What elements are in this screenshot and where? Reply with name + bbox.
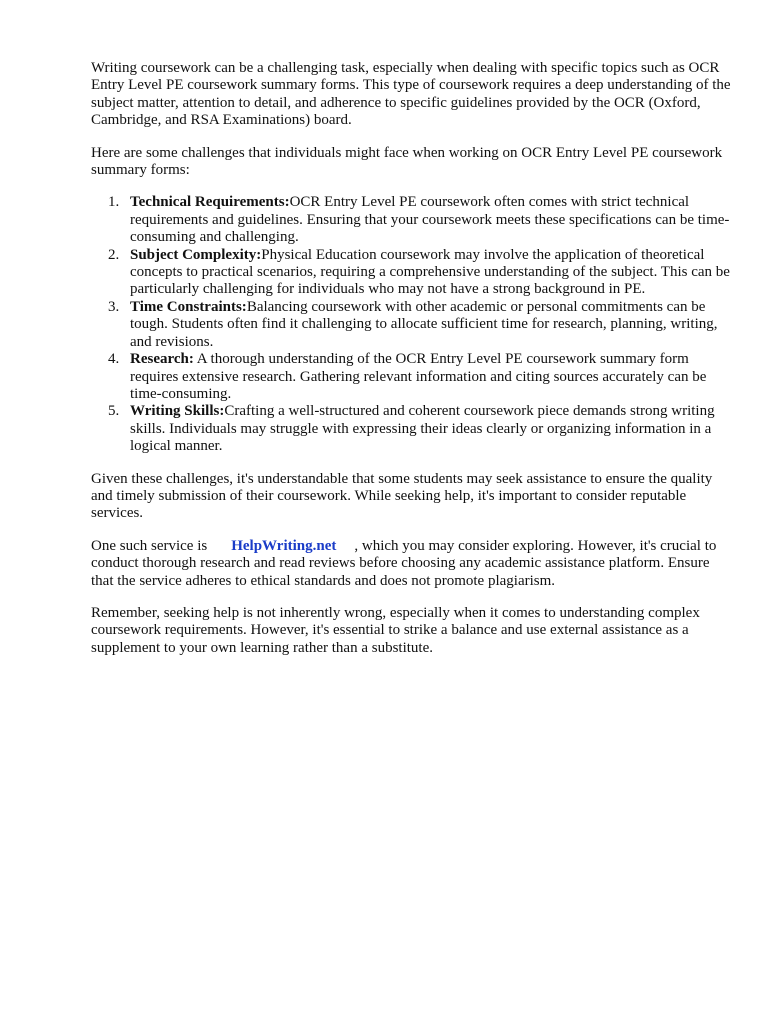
list-item-term: Writing Skills: bbox=[130, 403, 225, 420]
list-item-number: 1. bbox=[108, 194, 120, 211]
list-item bbox=[91, 247, 731, 299]
list-item-text: Crafting a well-structured and coherent coursework piece demands strong writing skills. Individuals may struggle with expressing their ideas clearly or organizing information in a logical manner. bbox=[130, 403, 715, 455]
remember-paragraph: Remember, seeking help is not inherently wrong, especially when it comes to understanding complex coursework requirements. However, it's essential to strike a balance and use external assistance as a supplement to your own learning rather than a substitute. bbox=[91, 604, 700, 656]
challenges-intro-paragraph: Here are some challenges that individuals might face when working on OCR Entry Level PE coursework summary forms: bbox=[91, 144, 723, 179]
list-item bbox=[91, 351, 731, 403]
list-item-term: Research: bbox=[130, 351, 194, 368]
list-item-text: Physical Education coursework may involve the application of theoretical concepts to practical scenarios, requiring a comprehensive understanding of the subject. This can be particularly challenging for individuals who may not have a strong background in PE. bbox=[130, 246, 730, 298]
list-item-number: 2. bbox=[108, 246, 120, 263]
service-text-after: , which you may consider exploring. However, it's crucial to conduct thorough research and read reviews before choosing any academic assistance platform. Ensure that the service adheres to ethical standards and does not promote plagiarism. bbox=[91, 537, 717, 589]
service-paragraph bbox=[91, 538, 731, 590]
list-item-term: Subject Complexity: bbox=[130, 246, 262, 263]
document-page bbox=[91, 60, 731, 672]
list-item bbox=[91, 403, 731, 455]
list-item bbox=[91, 194, 731, 246]
service-text-before: One such service is bbox=[91, 537, 208, 554]
list-item-term: Time Constraints: bbox=[130, 298, 247, 315]
intro-paragraph: Writing coursework can be a challenging task, especially when dealing with specific topics such as OCR Entry Level PE coursework summary forms. This type of coursework requires a deep understanding of the subject matter, attention to detail, and adherence to specific guidelines provided by the OCR (Oxford, Cambridge, and RSA Examinations) board. bbox=[91, 60, 731, 129]
list-item-text: A thorough understanding of the OCR Entry Level PE coursework summary form requires extensive research. Gathering relevant information and citing sources accurately can be time-consuming. bbox=[130, 351, 707, 402]
helpwriting-link[interactable]: HelpWriting.net bbox=[231, 537, 337, 554]
list-item bbox=[91, 299, 731, 351]
list-item-text: OCR Entry Level PE coursework often comes with strict technical requirements and guidelines. Ensuring that your coursework meets these specifications can be time-consuming and challenging. bbox=[130, 194, 730, 246]
list-item-term: Technical Requirements: bbox=[130, 194, 290, 211]
given-paragraph: Given these challenges, it's understandable that some students may seek assistance to ensure the quality and timely submission of their coursework. While seeking help, it's important to consider reputable services. bbox=[91, 470, 713, 522]
list-item-text: Balancing coursework with other academic or personal commitments can be tough. Students often find it challenging to allocate sufficient time for research, planning, writing, and revisions. bbox=[130, 298, 718, 350]
list-item-number: 4. bbox=[108, 351, 120, 368]
list-item-number: 5. bbox=[108, 403, 120, 420]
challenges-list bbox=[91, 194, 731, 455]
list-item-number: 3. bbox=[108, 298, 120, 315]
